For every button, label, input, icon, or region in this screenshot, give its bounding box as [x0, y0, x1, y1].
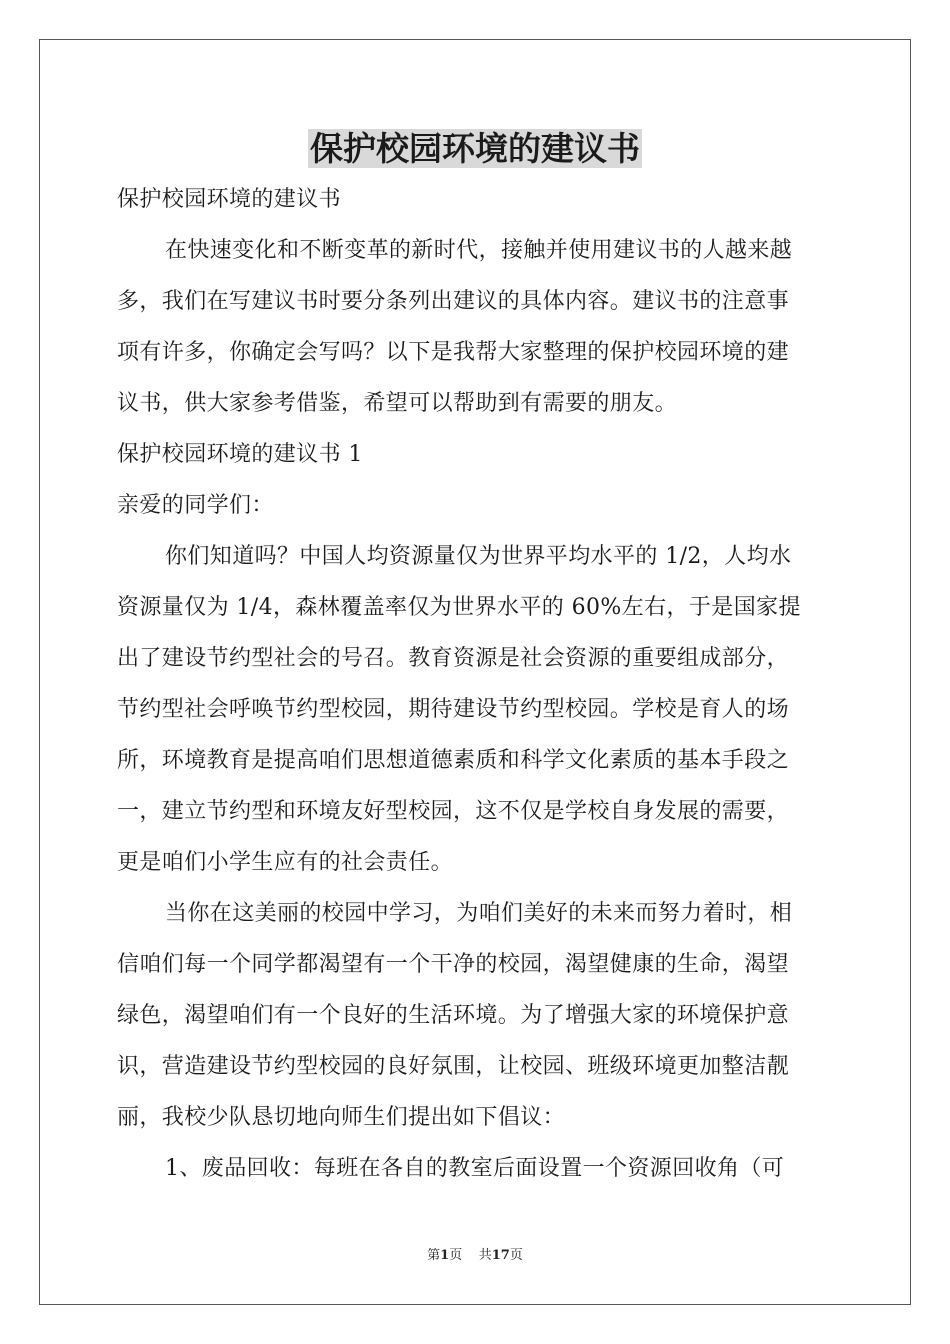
text-line: 出了建设节约型社会的号召。教育资源是社会资源的重要组成部分，: [117, 646, 790, 671]
document-title-text: 保护校园环境的建议书: [310, 129, 640, 168]
text-line: 项有许多，你确定会写吗？以下是我帮大家整理的保护校园环境的建: [117, 340, 790, 365]
text-line: 1、废品回收：每班在各自的教室后面设置一个资源回收角（可: [165, 1156, 785, 1181]
text-line: 在快速变化和不断变革的新时代，接触并使用建议书的人越来越: [165, 238, 793, 263]
text-line: 信咱们每一个同学都渴望有一个干净的校园，渴望健康的生命，渴望: [117, 952, 790, 977]
text-line: 亲爱的同学们：: [117, 493, 274, 518]
footer-page-current: 1: [440, 1248, 450, 1263]
text-line: 更是咱们小学生应有的社会责任。: [117, 850, 454, 875]
text-line: 多，我们在写建议书时要分条列出建议的具体内容。建议书的注意事: [117, 289, 790, 314]
footer-page-prefix: 第: [427, 1248, 441, 1263]
text-line: 资源量仅为 1/4，森林覆盖率仅为世界水平的 60%左右，于是国家提: [117, 595, 801, 620]
document-body: [117, 174, 833, 1194]
text-line: 丽，我校少队恳切地向师生们提出如下倡议：: [117, 1105, 566, 1130]
text-line: 节约型社会呼唤节约型校园，期待建设节约型校园。学校是育人的场: [117, 697, 790, 722]
text-line: 保护校园环境的建议书 1: [117, 442, 363, 467]
document-title: [0, 124, 950, 174]
text-line: 议书，供大家参考借鉴，希望可以帮助到有需要的朋友。: [117, 391, 678, 416]
text-line: 绿色，渴望咱们有一个良好的生活环境。为了增强大家的环境保护意: [117, 1003, 790, 1028]
text-line: 当你在这美丽的校园中学习，为咱们美好的未来而努力着时，相: [165, 901, 793, 926]
text-line: 你们知道吗？中国人均资源量仅为世界平均水平的 1/2，人均水: [165, 544, 792, 569]
text-line: 所，环境教育是提高咱们思想道德素质和科学文化素质的基本手段之: [117, 748, 790, 773]
footer-total-prefix: 共: [478, 1248, 492, 1263]
footer-page-total: 17: [491, 1248, 510, 1263]
page-footer: [0, 1244, 950, 1263]
text-line: 一，建立节约型和环境友好型校园，这不仅是学校自身发展的需要，: [117, 799, 790, 824]
text-line: 保护校园环境的建议书: [117, 187, 342, 212]
footer-total-unit: 页: [509, 1248, 523, 1263]
text-line: 识，营造建设节约型校园的良好氛围，让校园、班级环境更加整洁靓: [117, 1054, 790, 1079]
footer-page-unit: 页: [449, 1248, 463, 1263]
